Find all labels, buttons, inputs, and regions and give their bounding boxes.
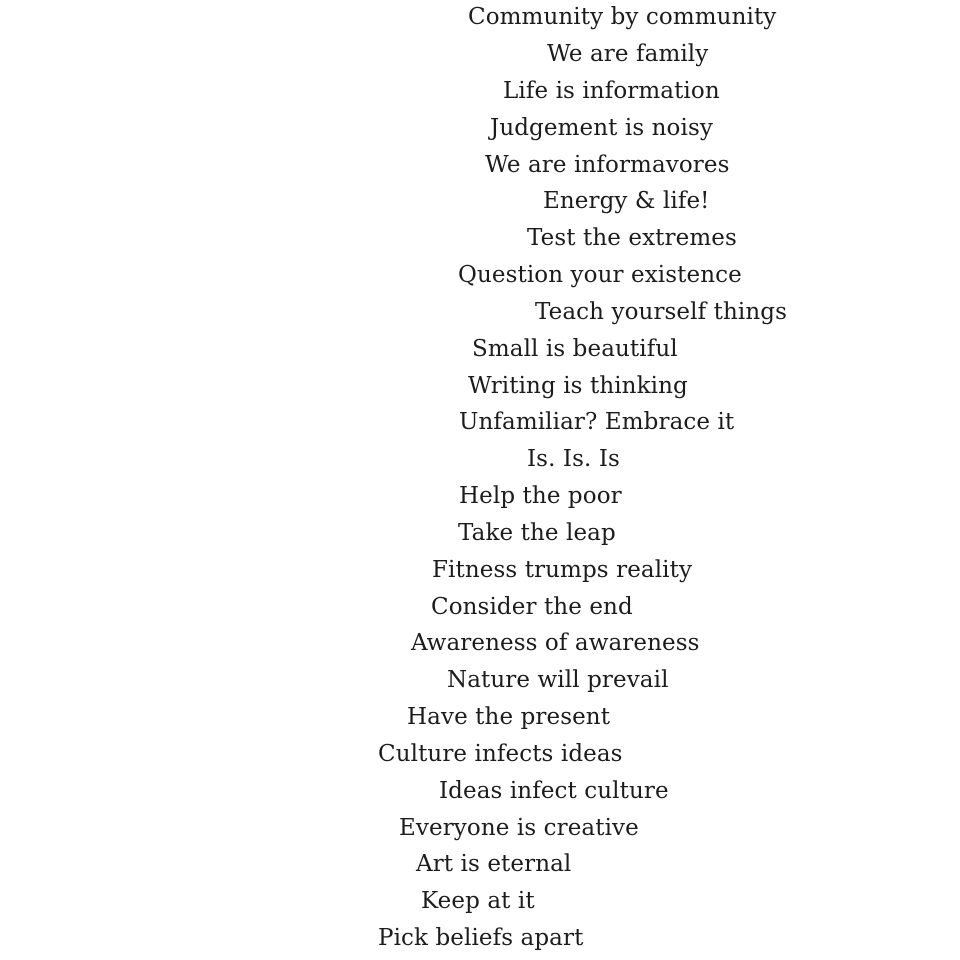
poem-line: Everyone is creative: [399, 815, 639, 841]
poem-line: Consider the end: [431, 594, 633, 620]
poem-line: Culture infects ideas: [378, 741, 623, 767]
poem-line: Life is information: [503, 78, 720, 104]
poem-line: Writing is thinking: [468, 373, 688, 399]
poem-line: Is. Is. Is: [527, 446, 620, 472]
poem-line: Energy & life!: [543, 188, 710, 214]
poem-line: We are family: [547, 41, 709, 67]
poem-line: Art is eternal: [416, 851, 572, 877]
poem-line: Question your existence: [458, 262, 742, 288]
poem-line: Ideas infect culture: [439, 778, 669, 804]
poem-line: Community by community: [468, 4, 777, 30]
poem-line: Help the poor: [459, 483, 622, 509]
poem-line: Test the extremes: [527, 225, 737, 251]
poem-line: Teach yourself things: [535, 299, 787, 325]
poem-line: Keep at it: [421, 888, 535, 914]
poem-line: Take the leap: [458, 520, 616, 546]
poem-line: Pick beliefs apart: [378, 925, 584, 951]
poem-line: Small is beautiful: [472, 336, 678, 362]
poem-line: Fitness trumps reality: [432, 557, 693, 583]
poem-line: Have the present: [407, 704, 611, 730]
poem-line: Judgement is noisy: [490, 115, 713, 141]
poem-line: Unfamiliar? Embrace it: [459, 409, 735, 435]
poem-line: We are informavores: [485, 152, 730, 178]
poem-line: Nature will prevail: [447, 667, 669, 693]
poem-line: Awareness of awareness: [411, 630, 700, 656]
